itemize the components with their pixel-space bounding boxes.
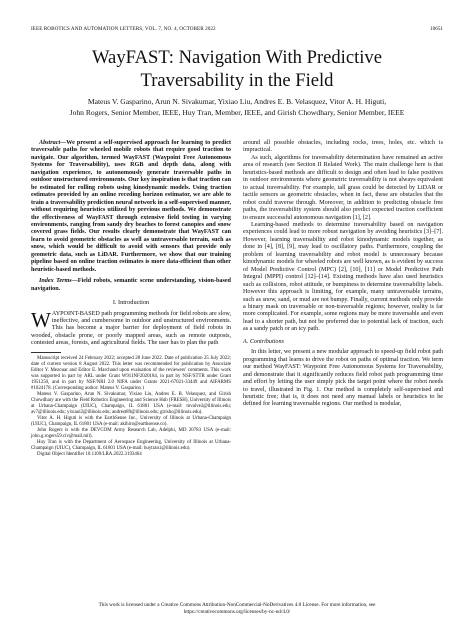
drop-cap: W (31, 307, 51, 332)
footnote-rule (31, 352, 61, 353)
abstract-label: Abstract (39, 140, 61, 146)
left-column (31, 140, 231, 458)
footnote-manuscript: Manuscript received 24 February 2022; accepted 28 June 2022. Date of publication 25 July 2022; date of current version 8 August 2022. This letter was recommended for publication by Associate Editor Y. Mezouar and Editor E. Marchand upon evaluation of the reviewers' comments. This work was supported in part by ARL under Grant W911NF2020184, in part by NSF/STTR under Grant 1951250, and in part by NSF/NRI 2.0 NIFA under Grants 2021-67021-33449 and AIFARMS #1024178. (Corresponding author: Mateus V. Gasparino.) (31, 355, 231, 391)
footnote-affiliation-3: John Rogers is with the DEVCOM Army Research Lab, Adelphi, MD 20783 USA (e-mail: john.g.rogers59.civ@mail.mil). (31, 427, 231, 439)
footnote-affiliation-1: Mateus V. Gasparino, Arun N. Sivakumar, Yixiao Liu, Andres E. B. Velasquez, and Girish Chowdhary are with the Field Robotics Engineering and Science Hub (FRESH), University of Illinois at Urbana-Champaign (UIUC), Champaign, IL 61801 USA (e-mail: mvalve2@illinois.edu; av7@illinois.edu; yixiaol2@illinois.edu; andrest89@illinois.edu; girishc@illinois.edu). (31, 391, 231, 415)
abstract (31, 140, 231, 274)
paragraph-4: In this letter, we present a new modular approach to speed-up field robot path programming that learns to drive the robot on paths of optimal traction. We term our method WayFAST: Waypoint Free Autonomous Systems for Traversability, and demonstrate that it significantly reduces field robot path programming time and effort by letting the user simply pick the target point where the robot needs to travel, illustrated in Fig. 1. Our method is completely self-supervised and heuristic free; that is, it does not need any manual labels or heuristics to be defined for learning traversable regions. Our method is modular, (243, 349, 443, 408)
footnote-affiliation-4: Huy Tran is with the Department of Aerospace Engineering, University of Illinois at Urbana-Champaign (UIUC), Champaign, IL 61801 USA (e-mail: huytran1@illinois.edu). (31, 439, 231, 451)
journal-name: IEEE ROBOTICS AND AUTOMATION LETTERS, VOL. 7, NO. 4, OCTOBER 2022 (31, 26, 216, 32)
footnote-doi: Digital Object Identifier 10.1109/LRA.2022.3193464 (37, 451, 142, 457)
license-line-1: This work is licensed under a Creative Commons Attribution-NonCommercial-NoDerivatives 4.0 License. For more information, see (98, 602, 376, 608)
index-terms (31, 278, 231, 293)
abstract-text: —We present a self-supervised approach for learning to predict traversable paths for wheeled mobile robots that require good traction to navigate. Our algorithm, termed WayFAST (Waypoint Free Autonomous Systems for Traversability), uses RGB and depth data, along with navigation experience, to autonomously generate traversable paths in outdoor unstructured environments. Our key inspiration is that traction can be estimated for rolling robots using kinodynamic models. Using traction estimates provided by an online receding horizon estimator, we are able to train a traversability prediction neural network in a self-supervised manner, without requiring heuristics utilized by previous methods. We demonstrate the effectiveness of WayFAST through extensive field testing in varying environments, ranging from sandy dry beaches to forest canopies and snow covered grass fields. Our results clearly demonstrate that WayFAST can learn to avoid geometric obstacles as well as untraversable terrain, such as snow, which would be difficult to avoid with sensors that provide only geometric data, such as LiDAR. Furthermore, we show that our training pipeline based on online traction estimates is more data-efficient than other heuristic-based methods. (31, 140, 231, 273)
footnotes (31, 356, 231, 458)
title-line-1: WayFAST: Navigation With Predictive (92, 47, 382, 68)
intro-text: AYPOINT-BASED path programming methods for field robots are slow, ineffective, and cumbersome in outdoor and unstructured environments. This has become a major barrier for deployment of field robots in wooded, obstacle prone, or poorly mapped areas, such as remote outposts, contested areas, forests, and agricultural fields. The user has to plan the path (31, 310, 231, 347)
authors-line-1: Mateus V. Gasparino, Arun N. Sivakumar, Yixiao Liu, Andres E. B. Velasquez, Vitor A. H. Higuti, (87, 97, 387, 106)
license-line-2: https://creativecommons.org/licenses/by-nc-nd/4.0/ (183, 608, 291, 615)
authors-line-2: John Rogers, Senior Member, IEEE, Huy Tran, Member, IEEE, and Girish Chowdhary, Senior Member, IEEE (69, 108, 405, 117)
running-header (31, 26, 443, 35)
license-footer (31, 602, 443, 615)
title-line-2: Traversability in the Field (140, 70, 334, 91)
page-number: 10651 (430, 26, 443, 32)
paragraph-continued: around all possible obstacles, including rocks, trees, holes, etc. which is impractical. (243, 140, 443, 154)
section-heading-introduction: I. Introduction (112, 299, 150, 307)
intro-paragraph (31, 307, 231, 348)
footnote-affiliation-2: Vitor A. H. Higuti is with the EarthSense Inc., University of Illinois at Urbana-Champaign (UIUC), Champaign, IL 61801 USA (e-mail: akihiro@earthsense.co). (31, 415, 231, 427)
subsection-heading-contributions: A. Contributions (243, 338, 284, 345)
index-terms-text: —Field robots, semantic scene understanding, vision-based navigation. (31, 278, 231, 292)
index-terms-label: Index Terms (39, 278, 72, 285)
author-list (26, 96, 448, 118)
paragraph-2: As such, algorithms for traversability determination have remained an active area of research (see Section II Related Work). The main challenge here is that heuristics-based methods are difficult to design and often lead to false positives in outdoor environments where geometric traversability is not always equivalent to actual traversability. For example, tall grass could be detected by LiDAR or tactile sensors as geometric obstacles, when in fact, these are obstacles that the robot could traverse through. Moreover, in addition to predicting obstacle free paths, the traversability system should also predict expected traction coefficient to ensure successful autonomous navigation [1], [2]. (243, 154, 443, 221)
right-column (243, 140, 443, 409)
paragraph-3: Learning-based methods to determine traversability based on navigation experiences could lead to more robust navigation by avoiding heuristics [3]–[7]. However, learning traversability and robot kinodynamic models together, as done in [4], [8], [9], may lead to oscillatory paths. Furthermore, coupling the problem of learning traversability and robot model is unnecessary because kinodynamic models for wheeled robots are well known, as is evident by success of Model Predictive Control (MPC) [2], [10], [11] or Model Predictive Path Integral (MPPI) control [12]–[14]. Existing methods have also used heuristics such as collisions, robot attitude, or bumpiness to determine traversability labels. However this approach is limiting, for example, many untraversable terrains, such as snow, sand, or mud are not bumpy. Finally, current methods only provide a binary mask on traversable or non-traversable regions; however, reality is far more complicated. For example, some regions may be more traversable and even lead to a shorter path, but not be preferred due to potential lack of traction, such as a sandy patch or an icy path. (243, 221, 443, 333)
paper-title (20, 46, 454, 92)
